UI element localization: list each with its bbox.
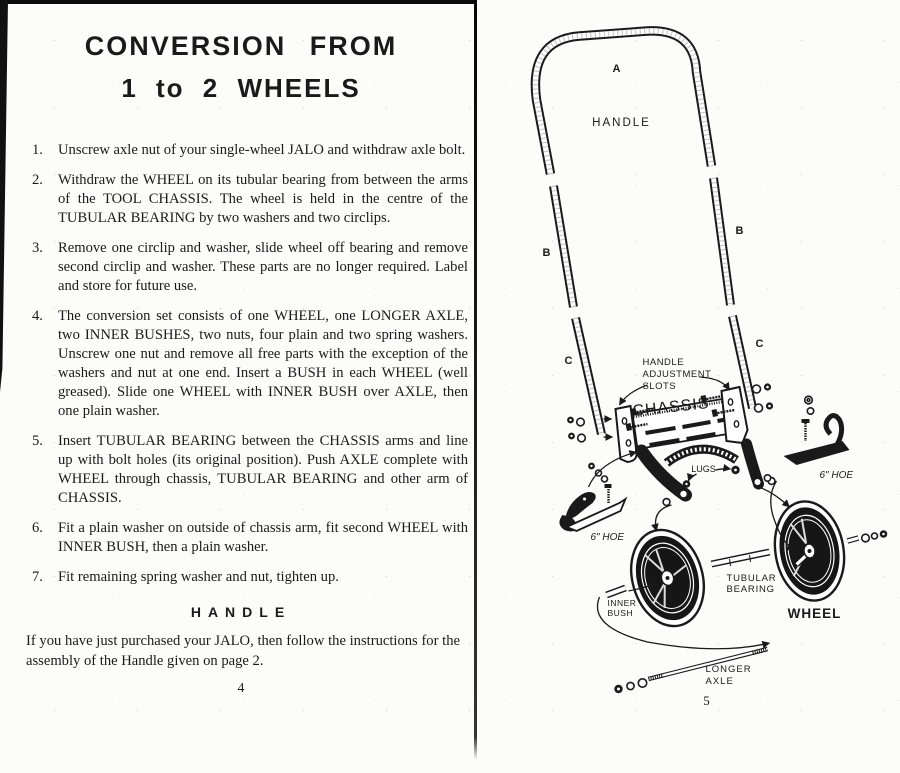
chassis-washers-left [567, 417, 585, 442]
item-number: 2. [32, 172, 43, 188]
handle-paragraph: If you have just purchased your JALO, then follow the instructions for the assembly of the Handle given on page 2. [26, 633, 460, 669]
label-wheel: WHEEL [787, 606, 842, 621]
axle-end-parts-right [848, 530, 888, 542]
instruction-list [10, 141, 472, 587]
handle-tube-c-left [576, 318, 602, 434]
label-hoe-right: 6" HOE [819, 470, 854, 481]
item-text: Withdraw the WHEEL on its tubular bearing from between the arms of the TOOL CHASSIS. The wheel is held in the centre of the TUBULAR BEARING by two washers and two circlips. [58, 172, 468, 226]
item-text: Fit a plain washer on outside of chassis arm, fit second WHEEL with INNER BUSH, then a plain washer. [58, 520, 468, 555]
list-item [32, 239, 468, 296]
item-number: 3. [32, 240, 43, 256]
tubular-bearing-drawing [712, 552, 770, 566]
label-b-right: B [735, 225, 744, 237]
item-number: 1. [32, 142, 43, 158]
hoe-left-drawing [559, 463, 625, 532]
right-wheel-drawing [767, 496, 851, 606]
item-text: The conversion set consists of one WHEEL, one LONGER AXLE, two INNER BUSHES, two nuts, four plain and two spring washers. Unscrew one nut and remove all free parts with the exception of the washers and nut at one end. Insert a BUSH in each WHEEL (well greased). Slide one WHEEL with INNER BUSH over AXLE, then one plain washer. [58, 308, 468, 419]
list-item [32, 432, 468, 508]
svg-text:INNER: INNER [607, 598, 637, 608]
item-text: Remove one circlip and washer, slide wheel off bearing and remove second circlip and washer. These parts are no longer required. Label and store for future use. [58, 240, 468, 294]
label-handle-adjustment-slots [643, 357, 712, 392]
list-item [32, 307, 468, 421]
left-wheel-drawing [620, 521, 714, 634]
title-line1: CONVERSION FROM [84, 31, 398, 61]
page-title [10, 31, 472, 104]
label-b-left: B [542, 247, 551, 259]
label-tubular-bearing [727, 573, 777, 595]
hoe-right-drawing [784, 396, 850, 465]
item-text: Fit remaining spring washer and nut, tighten up. [58, 569, 339, 585]
handle-tube-b-right [714, 178, 731, 305]
list-item [32, 141, 468, 160]
svg-text:LONGER: LONGER [705, 664, 752, 675]
svg-text:ADJUSTMENT: ADJUSTMENT [642, 369, 712, 380]
svg-text:TUBULAR: TUBULAR [726, 573, 777, 584]
scan-left-edge [0, 0, 8, 392]
list-item [32, 568, 468, 587]
handle-tube-a [535, 31, 711, 174]
chassis-arms [642, 444, 775, 505]
svg-text:BUSH: BUSH [607, 608, 634, 618]
title-line2: 1 to 2 WHEELS [121, 73, 361, 103]
item-number: 6. [32, 520, 43, 536]
chassis-washers-right [753, 383, 774, 412]
page-number-left: 4 [237, 680, 245, 695]
label-chassis: CHASSIS [631, 395, 711, 421]
item-number: 7. [32, 569, 43, 585]
left-page [10, 4, 472, 696]
label-lugs: LUGS [691, 464, 716, 474]
handle-tube-b-left [554, 186, 574, 307]
exploded-diagram [477, 0, 900, 768]
label-handle: HANDLE [592, 117, 651, 129]
list-item [32, 519, 468, 557]
page-number-right: 5 [703, 693, 710, 708]
label-c-left: C [564, 355, 573, 367]
label-inner-bush [608, 598, 637, 618]
svg-text:HANDLE: HANDLE [642, 357, 685, 368]
handle-heading: HANDLE [190, 604, 292, 620]
item-number: 5. [32, 433, 43, 449]
list-item [32, 171, 468, 228]
svg-text:BEARING: BEARING [726, 584, 775, 595]
svg-text:SLOTS: SLOTS [642, 381, 677, 392]
item-text: Insert TUBULAR BEARING between the CHASSIS arms and line up with bolt holes (its original position). Push AXLE complete with WHEEL through chassis, TUBULAR BEARING and other arm of CHASSIS. [58, 433, 468, 506]
right-page [477, 0, 900, 768]
item-text: Unscrew axle nut of your single-wheel JALO and withdraw axle bolt. [58, 142, 466, 158]
label-c-right: C [755, 338, 764, 350]
label-hoe-left: 6" HOE [590, 532, 625, 543]
label-longer-axle [706, 664, 752, 687]
svg-text:AXLE: AXLE [705, 676, 734, 687]
item-number: 4. [32, 308, 43, 324]
label-a: A [612, 63, 621, 75]
